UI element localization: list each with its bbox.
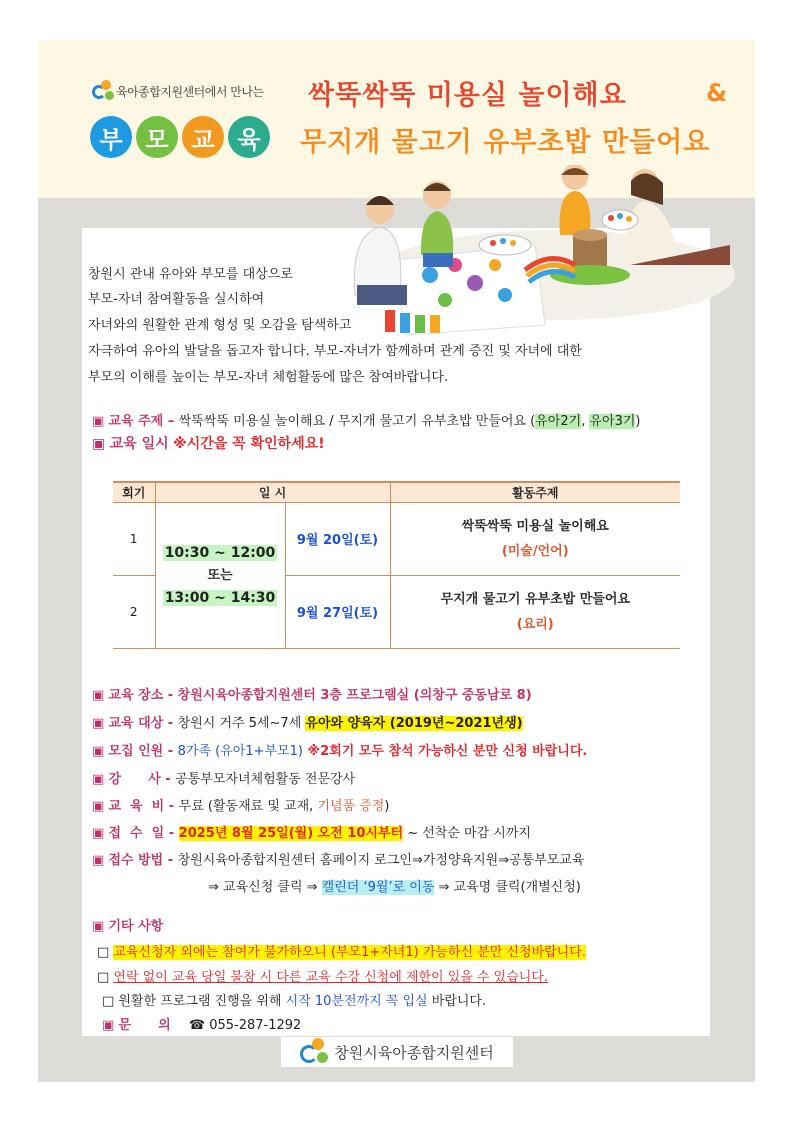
topic-sep: , <box>581 414 590 429</box>
header-activity: 활동주제 <box>390 482 680 502</box>
badge-char-4: 육 <box>228 116 270 158</box>
method-steps-2-pre: ⇒ 교육신청 클릭 ⇒ <box>208 880 322 895</box>
fee-gift: 기념품 증정 <box>317 799 385 814</box>
bullet-icon: ▣ <box>92 799 105 814</box>
intro-line-4: 자극하여 유아의 발달을 돕고자 합니다. 부모-자녀가 함께하며 관계 증진 및 자녀에 대한 <box>88 344 582 359</box>
note-3-highlight: 시작 10분전까지 꼭 입실 <box>285 994 428 1009</box>
activity-title: 무지개 물고기 유부초밥 만들어요 <box>440 591 630 607</box>
place-dash: - <box>163 688 178 703</box>
notes-label: 기타 사항 <box>108 919 164 934</box>
bullet-icon: ▣ <box>92 919 105 934</box>
place-address: (의창구 중동남로 8) <box>409 688 532 703</box>
session-date: 9월 20일(토) <box>285 502 390 575</box>
contact-line <box>102 1014 301 1033</box>
badge-char-2: 모 <box>136 116 178 158</box>
contact-label: 문 의 <box>118 1018 171 1033</box>
target-line <box>92 712 523 731</box>
teacher-line <box>92 768 355 787</box>
note-2 <box>97 966 548 985</box>
bullet-icon: ▣ <box>92 716 105 731</box>
activity-title: 싹뚝싹뚝 미용실 놀이해요 <box>461 518 609 534</box>
method-line-1 <box>92 849 584 868</box>
session-number: 2 <box>113 575 155 648</box>
reception-label: 접 수 일 <box>108 826 165 841</box>
target-label: 교육 대상 <box>108 716 164 731</box>
reception-line <box>92 822 531 841</box>
recruit-note: ※2회기 모두 참석 가능하신 분만 신청 바랍니다. <box>303 744 588 759</box>
table-row <box>113 502 680 575</box>
teacher-label: 강 사 <box>108 772 161 787</box>
contact-phone: 055-287-1292 <box>209 1018 302 1033</box>
bullet-icon: ▣ <box>92 826 105 841</box>
reception-date: 2025년 8월 25일(월) 오전 10시부터 <box>178 826 404 841</box>
session-activity <box>390 502 680 575</box>
title-line-2: 무지개 물고기 유부초밥 만들어요 <box>300 127 711 158</box>
activity-category: (미술/언어) <box>501 543 569 559</box>
fee-post: ) <box>384 799 390 814</box>
header-datetime: 일 시 <box>155 482 390 502</box>
badge-char-3: 교 <box>182 116 224 158</box>
method-dash: - <box>163 853 178 868</box>
schedule-note: ※시간을 꼭 확인하세요! <box>173 436 325 452</box>
topic-label: 교육 주제 <box>108 414 164 429</box>
note-3-pre: 원활한 프로그램 진행을 위해 <box>114 994 286 1009</box>
education-topic <box>92 410 640 429</box>
bullet-icon: ▣ <box>92 414 105 429</box>
footer-org-name: 창원시육아종합지원센터 <box>334 1043 494 1062</box>
bullet-icon: ▣ <box>92 772 105 787</box>
method-steps-2-post: ⇒ 교육명 클릭(개별신청) <box>434 880 581 895</box>
bullet-icon: ▣ <box>92 744 105 759</box>
fee-pre: 무료 (활동재료 및 교재, <box>178 799 318 814</box>
recruit-line <box>92 740 587 759</box>
topic-tag-1: 유아2기 <box>535 414 582 429</box>
method-steps-1: 창원시육아종합지원센터 홈페이지 로그인⇒가정양육지원⇒공통부모교육 <box>177 853 585 868</box>
center-logo-icon <box>92 80 114 102</box>
recruit-label: 모집 인원 <box>108 744 164 759</box>
notes-heading <box>92 915 163 934</box>
recruit-count: 8가족 (유아1+부모1) <box>177 744 303 759</box>
fee-line <box>92 795 389 814</box>
place-value: 창원시육아종합지원센터 3층 프로그램실 <box>177 688 410 703</box>
bullet-icon: ▣ <box>92 688 105 703</box>
session-date: 9월 27일(토) <box>285 575 390 648</box>
topic-dash: – <box>163 414 179 429</box>
fee-dash: - <box>164 799 179 814</box>
topic-text: 싹뚝싹뚝 미용실 놀이해요 / 무지개 물고기 유부초밥 만들어요 ( <box>178 414 536 429</box>
schedule-label: 교육 일시 <box>109 436 169 452</box>
intro-line-1: 창원시 관내 유아와 부모를 대상으로 <box>88 267 293 282</box>
reception-post: ~ 선착순 마감 시까지 <box>403 826 531 841</box>
teacher-dash: - <box>160 772 176 787</box>
intro-line-5: 부모의 이해를 높이는 부모-자녀 체험활동에 많은 참여바랍니다. <box>88 370 449 385</box>
title-ampersand: & <box>706 79 727 107</box>
schedule-table <box>113 481 680 649</box>
reception-dash: - <box>164 826 179 841</box>
table-header-row <box>113 482 680 502</box>
time-option-2: 13:00 ~ 14:30 <box>164 589 276 606</box>
note-3-post: 바랍니다. <box>427 994 487 1009</box>
schedule-heading <box>92 433 325 453</box>
method-calendar-highlight: 캘린더 ‘9월’로 이동 <box>321 880 435 895</box>
header-session: 회기 <box>113 482 155 502</box>
session-activity <box>390 575 680 648</box>
phone-icon: ☎ <box>188 1018 206 1033</box>
intro-line-2: 부모-자녀 참여활동을 실시하여 <box>88 292 265 307</box>
target-dash: - <box>163 716 178 731</box>
session-number: 1 <box>113 502 155 575</box>
target-highlight: 유아와 양육자 (2019년~2021년생) <box>305 716 523 731</box>
note-3 <box>102 990 486 1009</box>
header-logo-text: 육아종합지원센터에서 만나는 <box>116 84 264 99</box>
fee-label: 교 육 비 <box>108 799 165 814</box>
checkbox-icon: □ <box>97 970 110 985</box>
checkbox-icon: □ <box>97 945 110 960</box>
target-pre: 창원시 거주 5세~7세 <box>177 716 306 731</box>
note-1 <box>97 941 586 960</box>
place-line <box>92 684 532 703</box>
note-1-text: 교육신청자 외에는 참여가 불가하오니 (부모1+자녀1) 가능하신 분만 신청바랍니다. <box>113 945 586 960</box>
activity-category: (요리) <box>516 616 554 632</box>
note-2-text: 연락 없이 교육 당일 불참 시 다른 교육 수강 신청에 제한이 있을 수 있습니다. <box>113 970 549 985</box>
place-label: 교육 장소 <box>108 688 164 703</box>
topic-tag-2: 유아3기 <box>589 414 636 429</box>
time-cell <box>155 502 285 648</box>
footer-logo <box>281 1037 513 1067</box>
topic-close: ) <box>635 414 641 429</box>
bullet-icon: ▣ <box>92 436 106 452</box>
recruit-dash: - <box>163 744 178 759</box>
bullet-icon: ▣ <box>92 853 105 868</box>
intro-line-3: 자녀와의 원활한 관계 형성 및 오감을 탐색하고 <box>88 318 352 333</box>
parent-education-badge <box>90 116 270 158</box>
method-line-2 <box>208 876 581 895</box>
checkbox-icon: □ <box>102 994 115 1009</box>
method-label: 접수 방법 <box>108 853 164 868</box>
teacher-value: 공통부모자녀체험활동 전문강사 <box>175 772 356 787</box>
header-logo <box>92 80 264 102</box>
badge-char-1: 부 <box>90 116 132 158</box>
time-or: 또는 <box>207 567 233 583</box>
center-logo-icon <box>300 1038 328 1066</box>
bullet-icon: ▣ <box>102 1018 115 1033</box>
title-line-1: 싹뚝싹뚝 미용실 놀이해요 <box>308 80 627 111</box>
family-activity-illustration <box>345 165 735 340</box>
time-option-1: 10:30 ~ 12:00 <box>164 544 276 561</box>
